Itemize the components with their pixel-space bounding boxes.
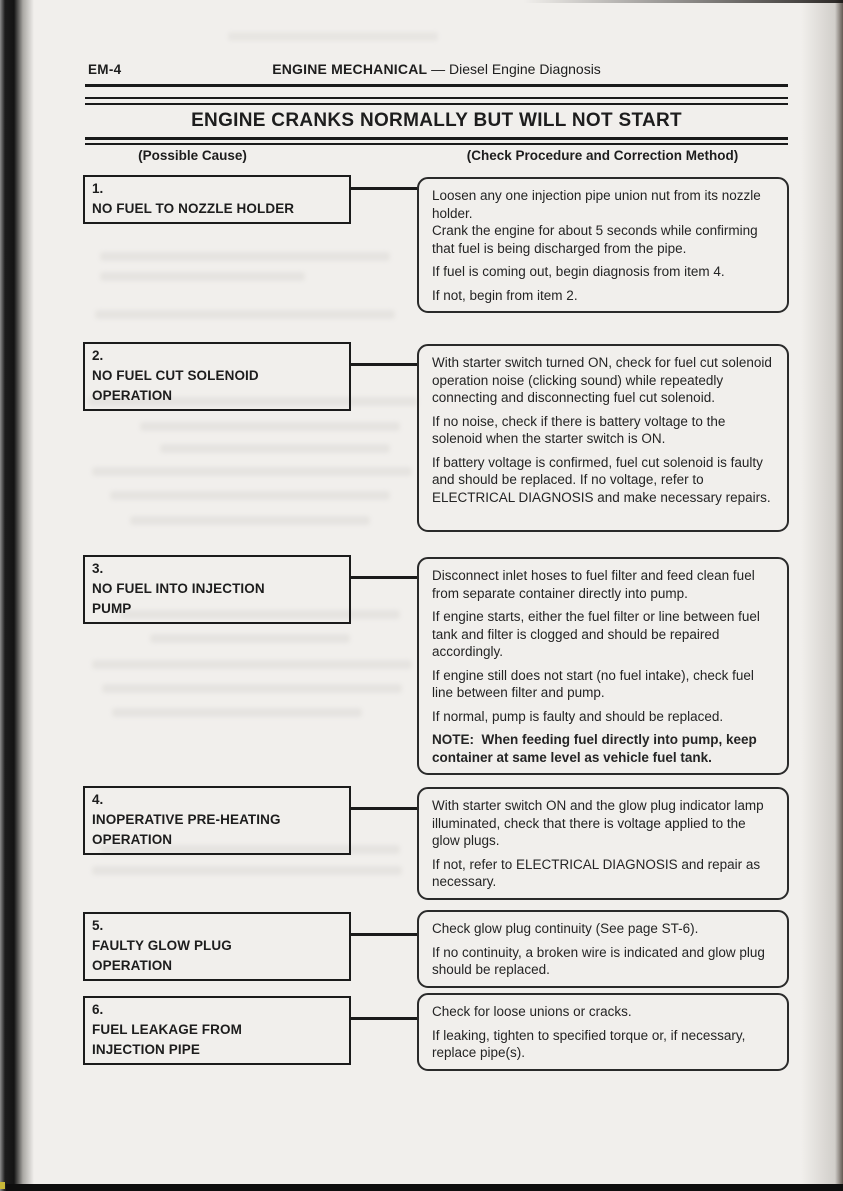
bleed-through-smudge — [95, 310, 395, 319]
procedure-step: If normal, pump is faulty and should be replaced. — [432, 708, 724, 724]
bleed-through-smudge — [228, 32, 438, 41]
procedure-step: If battery voltage is confirmed, fuel cut solenoid is faulty and should be replaced. If no voltage, refer to ELECTRICAL DIAGNOSIS and make necessary repairs. — [432, 454, 771, 505]
scan-left-edge — [0, 0, 36, 1191]
bleed-through-smudge — [100, 252, 390, 261]
procedure-step: If no continuity, a broken wire is indicated and glow plug should be replaced. — [432, 944, 765, 977]
cause-number: 5. — [92, 918, 104, 933]
bleed-through-smudge — [92, 660, 412, 669]
procedure-box — [417, 344, 789, 532]
procedure-box — [417, 993, 789, 1071]
procedure-step: If engine starts, either the fuel filter or line between fuel tank and filter is clogged and should be repaired accordingly. — [432, 609, 760, 659]
bleed-through-smudge — [92, 866, 402, 875]
title-bottom-rule — [85, 137, 788, 140]
bleed-through-smudge — [110, 491, 390, 500]
cause-box — [83, 996, 351, 1065]
title-top-rule — [85, 97, 788, 99]
cause-number: 2. — [92, 348, 104, 363]
procedure-step: Disconnect inlet hoses to fuel filter and feed clean fuel from separate container directly into pump. — [432, 568, 755, 601]
cause-label: FAULTY GLOW PLUG OPERATION — [92, 938, 232, 973]
page-title: ENGINE CRANKS NORMALLY BUT WILL NOT START — [191, 110, 682, 131]
procedure-step: Loosen any one injection pipe union nut from its nozzle holder. — [432, 188, 761, 221]
procedure-step: With starter switch ON and the glow plug indicator lamp illuminated, check that there is voltage applied to the glow plugs. — [432, 798, 764, 848]
procedure-box — [417, 787, 789, 900]
bleed-through-smudge — [130, 516, 370, 525]
procedure-step: If no noise, check if there is battery voltage to the solenoid when the starter switch is ON. — [432, 413, 726, 446]
bleed-through-smudge — [100, 272, 305, 281]
cause-label: NO FUEL TO NOZZLE HOLDER — [92, 201, 295, 216]
running-header — [85, 61, 788, 77]
connector-line — [351, 807, 417, 810]
subsection-title: Diesel Engine Diagnosis — [449, 61, 601, 77]
section-dash: — — [431, 61, 446, 77]
procedure-step: With starter switch turned ON, check for fuel cut solenoid operation noise (clicking sound) while repeatedly connecting and disconnecting fuel cut solenoid. — [432, 355, 772, 405]
cause-label: NO FUEL INTO INJECTION PUMP — [92, 581, 265, 616]
cause-number: 4. — [92, 792, 104, 807]
procedure-step: Check glow plug continuity (See page ST-6). — [432, 921, 699, 936]
header-rule — [85, 84, 788, 87]
procedure-step: If engine still does not start (no fuel intake), check fuel line between filter and pump. — [432, 667, 754, 700]
procedure-step: If leaking, tighten to specified torque or, if necessary, replace pipe(s). — [432, 1027, 746, 1060]
procedure-box — [417, 910, 789, 988]
procedure-step: NOTE: When feeding fuel directly into pump, keep container at same level as vehicle fuel tank. — [432, 732, 757, 765]
procedure-box — [417, 557, 789, 775]
scan-right-edge — [801, 0, 843, 1191]
bleed-through-smudge — [160, 444, 390, 453]
page-number: EM-4 — [88, 62, 122, 77]
cause-box — [83, 912, 351, 981]
cause-label: NO FUEL CUT SOLENOID OPERATION — [92, 368, 259, 403]
column-header-check-procedure: (Check Procedure and Correction Method) — [466, 148, 739, 163]
title-top-rule — [85, 103, 788, 105]
procedure-box — [417, 177, 789, 313]
procedure-step: Crank the engine for about 5 seconds while confirming that fuel is being discharged from the pipe. — [432, 223, 758, 256]
scan-bottom-edge — [6, 1184, 843, 1191]
scan-corner-mark — [0, 1182, 5, 1189]
procedure-step: If not, refer to ELECTRICAL DIAGNOSIS and repair as necessary. — [432, 856, 761, 889]
section-title: ENGINE MECHANICAL — [272, 61, 428, 77]
cause-label: FUEL LEAKAGE FROM INJECTION PIPE — [92, 1022, 242, 1057]
cause-number: 6. — [92, 1002, 104, 1017]
procedure-step: Check for loose unions or cracks. — [432, 1004, 632, 1019]
title-bottom-rule — [85, 143, 788, 145]
bleed-through-smudge — [150, 634, 350, 643]
connector-line — [351, 363, 417, 366]
connector-line — [351, 933, 417, 936]
procedure-step: If fuel is coming out, begin diagnosis from item 4. — [432, 264, 725, 279]
bleed-through-smudge — [140, 422, 400, 431]
column-header-possible-cause: (Possible Cause) — [138, 148, 247, 163]
cause-box — [83, 175, 351, 224]
bleed-through-smudge — [112, 708, 362, 717]
connector-line — [351, 187, 417, 190]
connector-line — [351, 1017, 417, 1020]
bleed-through-smudge — [92, 467, 412, 476]
cause-label: INOPERATIVE PRE-HEATING OPERATION — [92, 812, 281, 847]
cause-number: 3. — [92, 561, 104, 576]
cause-box — [83, 786, 351, 855]
scan-top-edge — [523, 0, 843, 3]
connector-line — [351, 576, 417, 579]
procedure-step: If not, begin from item 2. — [432, 287, 578, 303]
cause-box — [83, 342, 351, 411]
cause-number: 1. — [92, 181, 104, 196]
bleed-through-smudge — [102, 684, 402, 693]
cause-box — [83, 555, 351, 624]
